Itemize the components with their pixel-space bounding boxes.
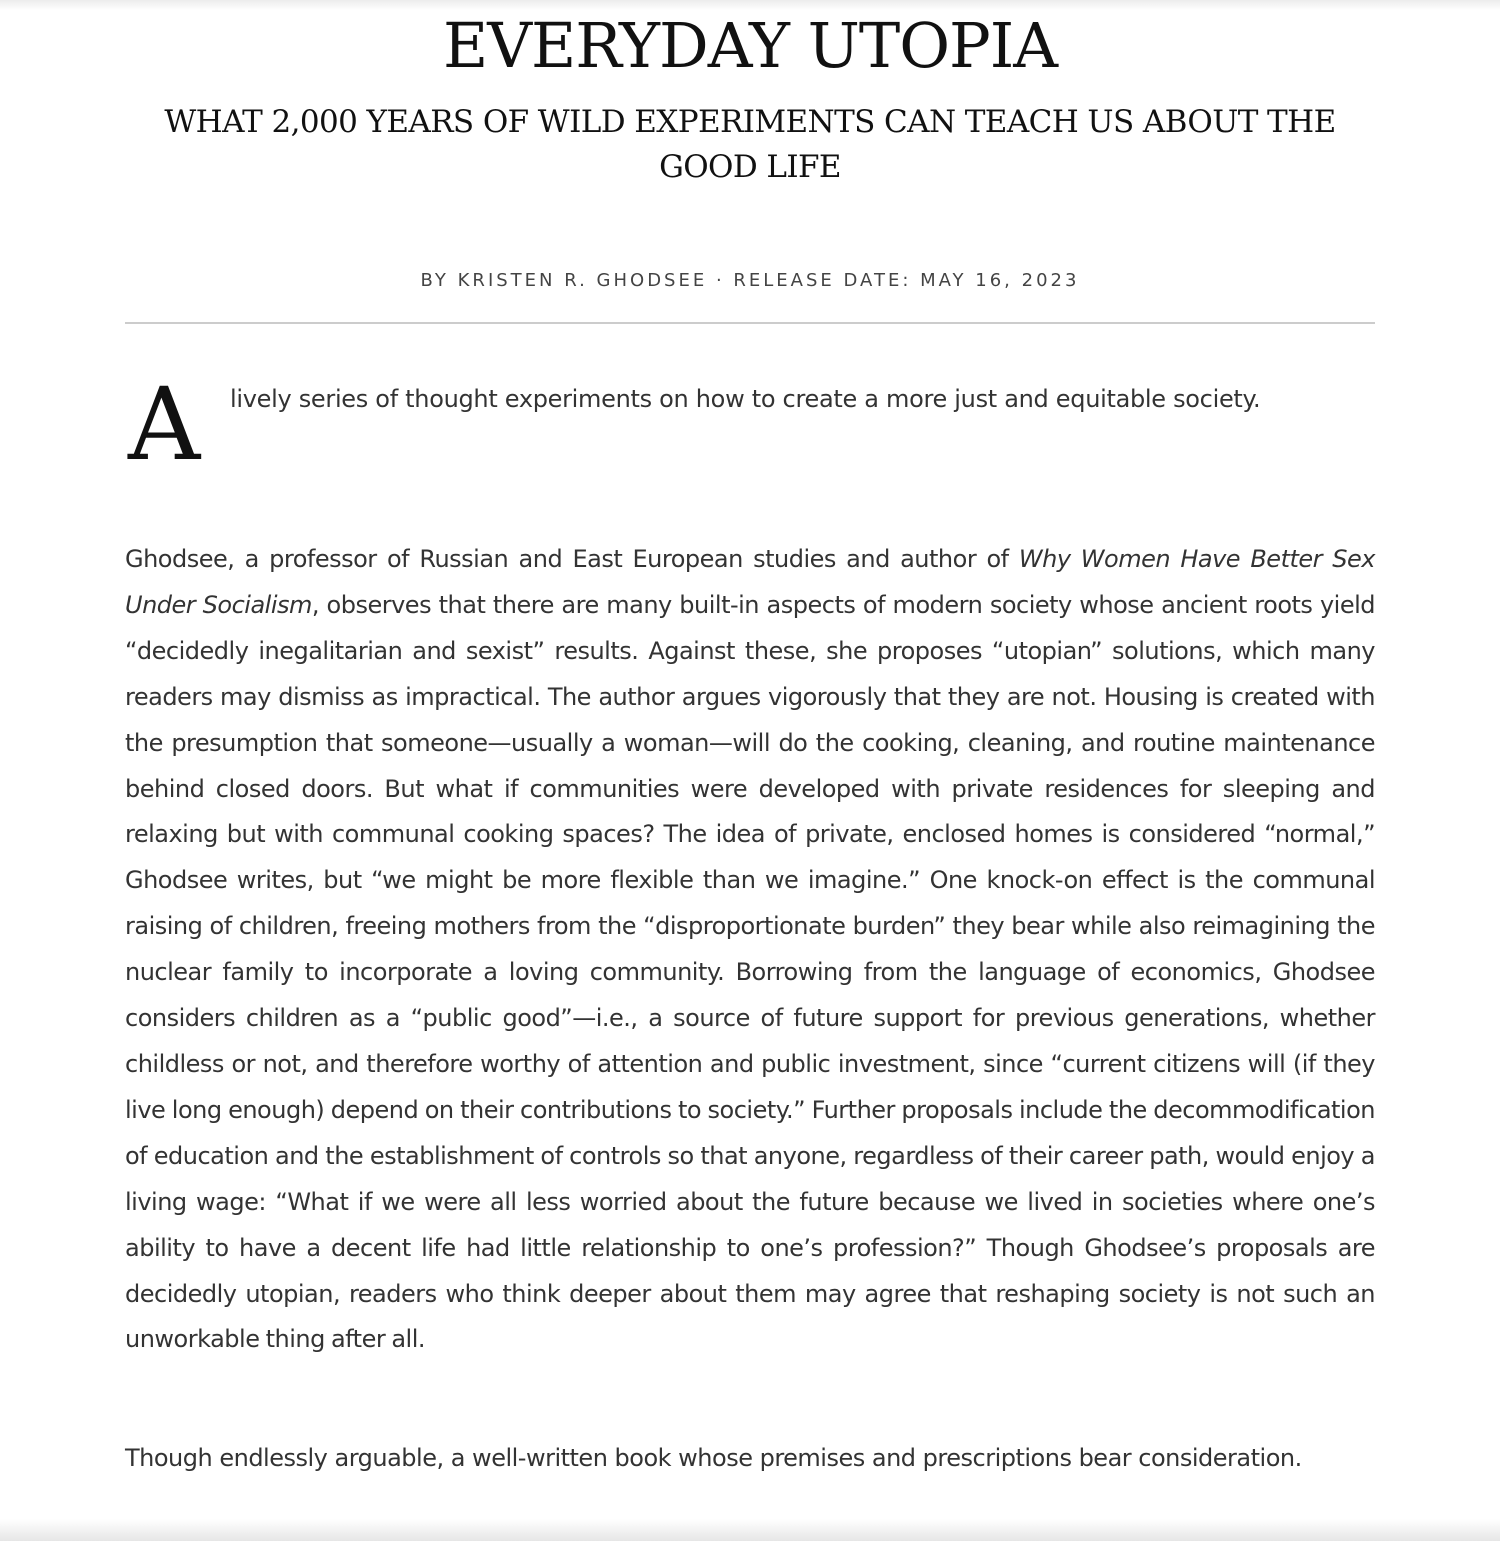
divider xyxy=(125,322,1375,324)
verdict-paragraph: Though endlessly arguable, a well-written book whose premises and prescriptions bear consideration. xyxy=(125,1444,1302,1472)
drop-cap: A xyxy=(128,366,201,483)
lede-paragraph: lively series of thought experiments on how to create a more just and equitable society. xyxy=(230,385,1261,413)
book-title: EVERYDAY UTOPIA xyxy=(442,9,1058,82)
bottom-edge-shadow xyxy=(0,1519,1500,1541)
byline: BY KRISTEN R. GHODSEE · RELEASE DATE: MAY 16, 2023 xyxy=(420,270,1080,291)
review-body xyxy=(125,537,1375,1363)
body-rest: , observes that there are many built-in aspects of modern society whose ancient roots yield “decidedly inegalitarian and sexist” results. Against these, she proposes “utopian” solutions, which many readers may dismiss as impractical. The author argues vigorously that they are not. Housing is created with the presumption that someone—usually a woman—will do the cooking, cleaning, and routine maintenance behind closed doors. But what if communities were developed with private residences for sleeping and relaxing but with communal cooking spaces? The idea of private, enclosed homes is considered “normal,” Ghodsee writes, but “we might be more flexible than we imagine.” One knock-on effect is the communal raising of children, freeing mothers from the “disproportionate burden” they bear while also reimagining the nuclear family to incorporate a loving community. Borrowing from the language of economics, Ghodsee considers children as a “public good”—i.e., a source of future support for previous generations, whether childless or not, and therefore worthy of attention and public investment, since “current citizens will (if they live long enough) depend on their contributions to society.” Further proposals include the decommodification of education and the establishment of controls so that anyone, regardless of their career path, would enjoy a living wage: “What if we were all less worried about the future because we lived in societies where one’s ability to have a decent life had little relationship to one’s profession?” Though Ghodsee’s proposals are decidedly utopian, readers who think deeper about them may agree that reshaping society is not such an unworkable thing after all. xyxy=(125,590,1375,1354)
body-intro: Ghodsee, a professor of Russian and East European studies and author of xyxy=(125,545,1019,573)
referenced-book-title: Why Women Have Better Sex Under Socialism xyxy=(125,545,1375,619)
book-subtitle: WHAT 2,000 YEARS OF WILD EXPERIMENTS CAN TEACH US ABOUT THE GOOD LIFE xyxy=(164,104,1336,185)
